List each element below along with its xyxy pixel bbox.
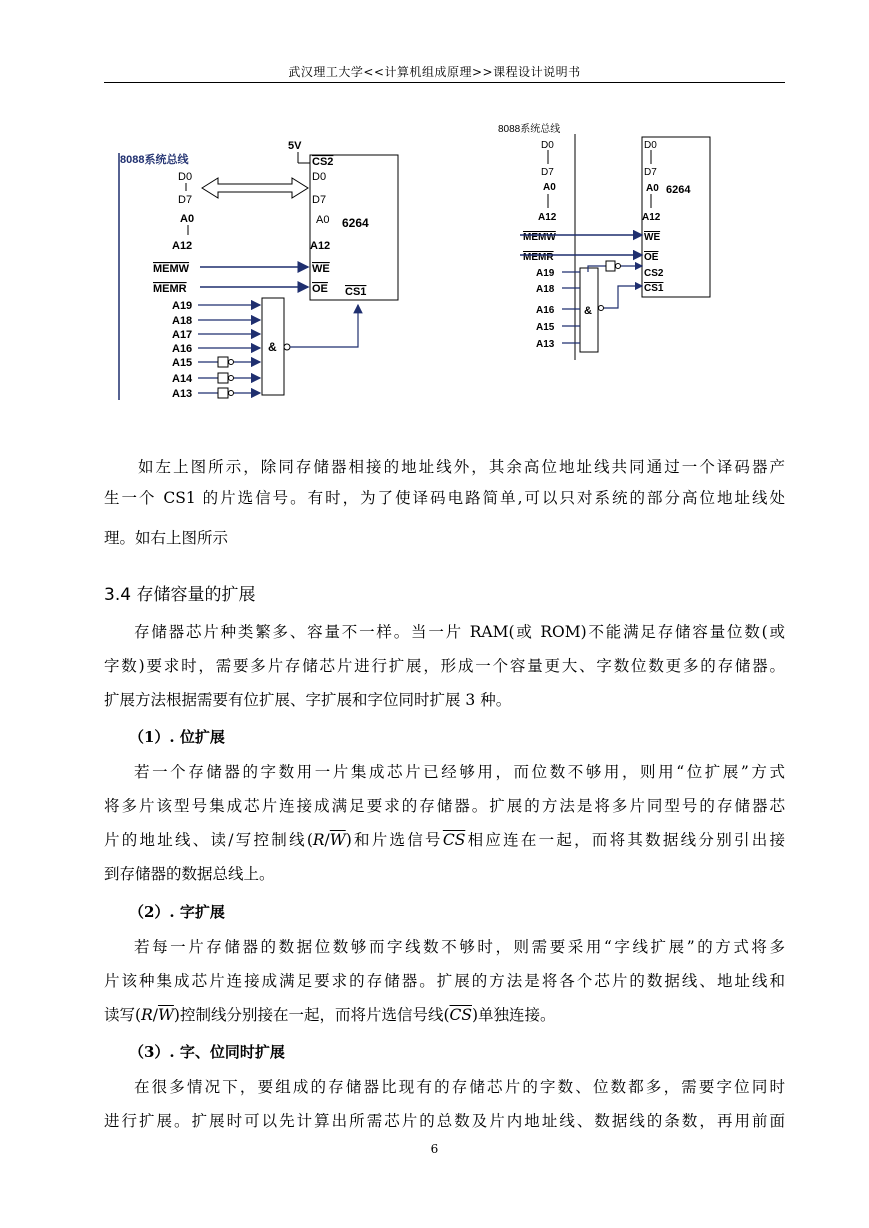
para4-line3: 读写$(R/\overline{W})$控制线分别接在一起，而将片选信号线$(\overline{CS})$单独连接。 [104,1006,556,1024]
left-chip-pin-a12: A12 [310,240,331,252]
right-bus-pin-a19: A19 [536,268,555,279]
left-supply-label: 5V [288,140,302,152]
right-bus-pin-a18: A18 [536,284,555,295]
para3-line2: 将多片该型号集成芯片连接成满足要求的存储器。扩展的方法是将多片同型号的存储器芯 [104,797,785,815]
para3-line1: 若一个存储器的字数用一片集成芯片已经够用，而位数不够用，则用“位扩展”方式 [134,763,785,781]
right-chip-pin-we: WE [644,232,661,243]
right-bus-pin-memw: MEMW [523,232,556,243]
right-circuit-diagram [496,118,726,363]
right-bus-label: 8088系统总线 [498,124,561,135]
right-bus-pin-a15: A15 [536,322,555,333]
right-chip-name: 6264 [666,184,691,196]
page-header: 武汉理工大学<<计算机组成原理>>课程设计说明书 [288,65,581,79]
left-bus-pin-a16: A16 [172,343,193,355]
right-gate-label: & [584,305,592,317]
para3-line3: 片的地址线、读/写控制线$(R/\overline{W})$和片选信号$\overline{CS}$相应连在一起，而将其数据线分别引出接 [104,831,785,849]
right-bus-pin-a0: A0 [543,182,556,193]
right-bus-pin-a12: A12 [538,212,557,223]
para2-line1: 存储器芯片种类繁多、容量不一样。当一片 RAM(或 ROM)不能满足存储容量位数(或 [134,623,785,641]
para2-line2: 字数)要求时，需要多片存储芯片进行扩展，形成一个容量更大、字数位数更多的存储器。 [104,657,785,675]
subheading-word-expansion: （2）. 字扩展 [129,903,225,921]
left-bus-pin-a12: A12 [172,240,193,252]
left-bus-pin-a17: A17 [172,329,193,341]
left-inverters [198,357,260,398]
left-chip-pin-oe: OE [312,283,328,295]
para5-line1: 在很多情况下，要组成的存储器比现有的存储芯片的字数、位数都多，需要字位同时 [134,1078,785,1096]
left-chip-pin-cs2: CS2 [312,156,334,168]
left-chip-pin-we: WE [312,263,330,275]
right-bus-pin-d7: D7 [541,167,554,178]
page-number: 6 [430,1142,439,1156]
left-chip-pin-d7: D7 [312,194,327,206]
right-chip-pin-d0: D0 [644,140,657,151]
left-gate-label: & [268,340,277,354]
right-bus-pin-a13: A13 [536,339,555,350]
left-bus-pin-a0: A0 [180,213,195,225]
right-chip-pin-a12: A12 [642,212,661,223]
right-chip-pin-oe: OE [644,252,659,263]
right-chip-pin-a0: A0 [646,183,659,194]
left-chip-pin-d0: D0 [312,171,327,183]
para1-line2: 生一个 CS1 的片选信号。有时，为了使译码电路简单,可以只对系统的部分高位地址线处 [104,489,785,507]
left-bus-pin-d0: D0 [178,171,193,183]
right-chip-pin-cs2: CS2 [644,268,664,279]
header-rule [104,82,785,83]
left-circuit-diagram [110,135,410,405]
para2-line3: 扩展方法根据需要有位扩展、字扩展和字位同时扩展 3 种。 [104,691,512,709]
subheading-bit-expansion: （1）. 位扩展 [129,728,225,746]
left-bus-pin-d7: D7 [178,194,193,206]
para1-line1: 如左上图所示，除同存储器相接的地址线外，其余高位地址线共同通过一个译码器产 [138,458,785,476]
left-bus-pin-a18: A18 [172,315,193,327]
left-chip-name: 6264 [342,216,369,230]
right-chip-pin-d7: D7 [644,167,657,178]
left-bus-pin-memr: MEMR [153,283,187,295]
right-bus-pin-d0: D0 [541,140,554,151]
para4-line2: 片该种集成芯片连接成满足要求的存储器。扩展的方法是将各个芯片的数据线、地址线和 [104,972,785,990]
left-bus-pin-a14: A14 [172,373,193,385]
left-bus-label: 8088系统总线 [120,154,189,166]
para1-line3: 理。如右上图所示 [104,529,229,547]
para5-line2: 进行扩展。扩展时可以先计算出所需芯片的总数及片内地址线、数据线的条数，再用前面 [104,1112,785,1130]
subheading-word-bit-expansion: （3）. 字、位同时扩展 [129,1043,285,1061]
left-chip-pin-a0: A0 [316,214,330,226]
section-heading: 3.4 存储容量的扩展 [104,585,256,605]
left-bus-pin-a19: A19 [172,300,193,312]
right-chip-pin-cs1: CS1 [644,283,664,294]
right-bus-pin-memr: MEMR [523,252,554,263]
left-bus-pin-memw: MEMW [153,263,190,275]
left-bus-pin-a13: A13 [172,388,193,400]
left-chip-pin-cs1: CS1 [345,286,367,298]
para3-line4: 到存储器的数据总线上。 [104,865,275,883]
right-bus-pin-a16: A16 [536,305,555,316]
left-bus-pin-a15: A15 [172,357,193,369]
para4-line1: 若每一片存储器的数据位数够而字线数不够时，则需要采用“字线扩展”的方式将多 [134,938,785,956]
